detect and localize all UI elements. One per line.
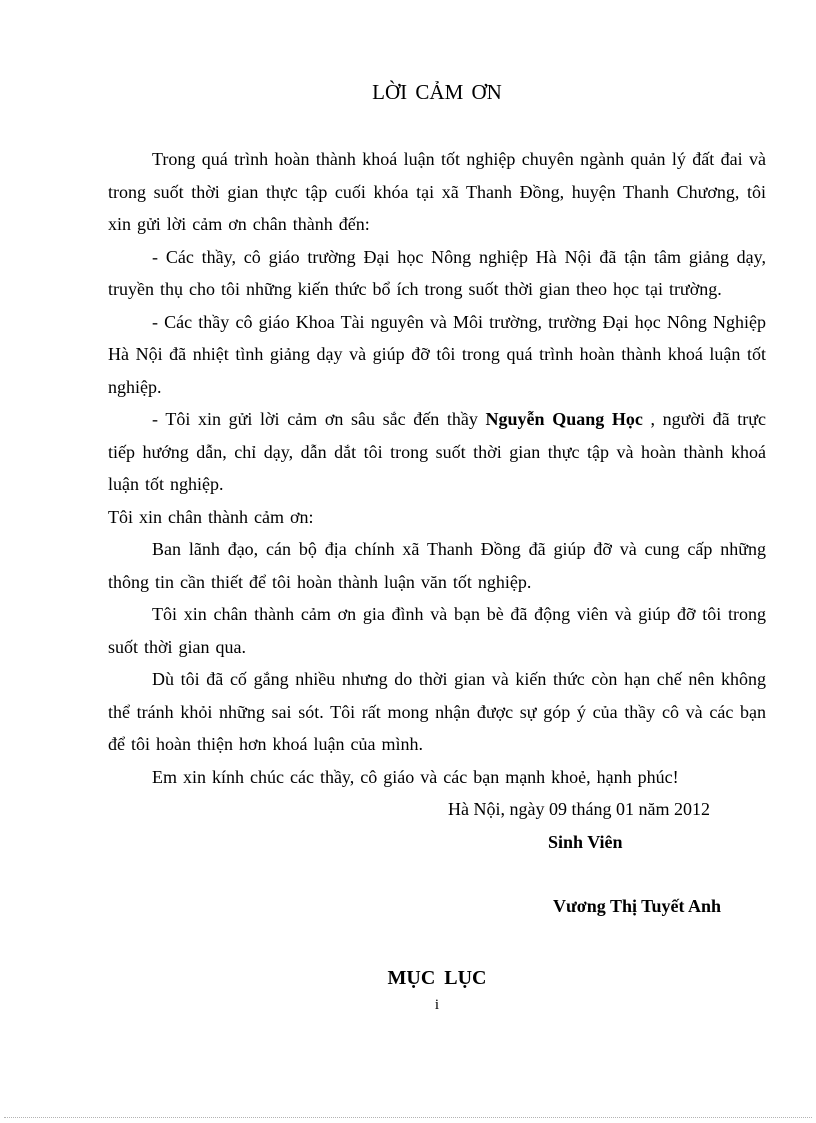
page-number: i [434, 996, 440, 1013]
paragraph [108, 403, 766, 501]
signature-role: Sinh Viên [548, 831, 623, 852]
paragraph-text: , người đã trực tiếp hướng dẫn, chỉ dạy, dẫn dắt tôi trong suốt thời gian thực tập và hoàn thành khoá luận tốt nghiệp. [108, 409, 766, 494]
signature-block [108, 793, 766, 923]
paragraph: - Các thầy cô giáo Khoa Tài nguyên và Môi trường, trường Đại học Nông Nghiệp Hà Nội đã nhiệt tình giảng dạy và giúp đỡ tôi trong quá trình hoàn thành khoá luận tốt nghiệp. [108, 311, 766, 397]
signature-name: Vương Thị Tuyết Anh [553, 896, 722, 916]
advisor-name-bold: Nguyễn Quang Học [485, 409, 643, 429]
paragraph-text: - Tôi xin gửi lời cảm ơn sâu sắc đến thầy [152, 409, 486, 429]
paragraph: - Các thầy, cô giáo trường Đại học Nông nghiệp Hà Nội đã tận tâm giảng dạy, truyền thụ cho tôi những kiến thức bổ ích trong suốt thời gian theo học tại trường. [108, 246, 766, 299]
paragraph: Dù tôi đã cố gắng nhiều nhưng do thời gian và kiến thức còn hạn chế nên không thể tránh khỏi những sai sót. Tôi rất mong nhận được sự góp ý của thầy cô và các bạn để tôi hoàn thiện hơn khoá luận của mình. [108, 669, 766, 754]
paragraph: Em xin kính chúc các thầy, cô giáo và các bạn mạnh khoẻ, hạnh phúc! [152, 766, 679, 787]
page-break-divider [4, 1117, 812, 1118]
paragraph: Trong quá trình hoàn thành khoá luận tốt nghiệp chuyên ngành quản lý đất đai và trong suốt thời gian thực tập cuối khóa tại xã Thanh Đồng, huyện Thanh Chương, tôi xin gửi lời cảm ơn chân thành đến: [108, 149, 766, 234]
paragraph: Tôi xin chân thành cảm ơn: [108, 506, 314, 527]
page-content [108, 0, 766, 1016]
page-title: LỜI CẢM ƠN [372, 80, 502, 104]
next-section-heading: MỤC LỤC [387, 966, 487, 989]
signature-date-line: Hà Nội, ngày 09 tháng 01 năm 2012 [448, 799, 710, 819]
paragraph: Tôi xin chân thành cảm ơn gia đình và bạn bè đã động viên và giúp đỡ tôi trong suốt thời gian qua. [108, 604, 766, 657]
acknowledgment-body [108, 143, 766, 793]
paragraph: Ban lãnh đạo, cán bộ địa chính xã Thanh Đồng đã giúp đỡ và cung cấp những thông tin cần thiết để tôi hoàn thành luận văn tốt nghiệp. [108, 539, 766, 592]
